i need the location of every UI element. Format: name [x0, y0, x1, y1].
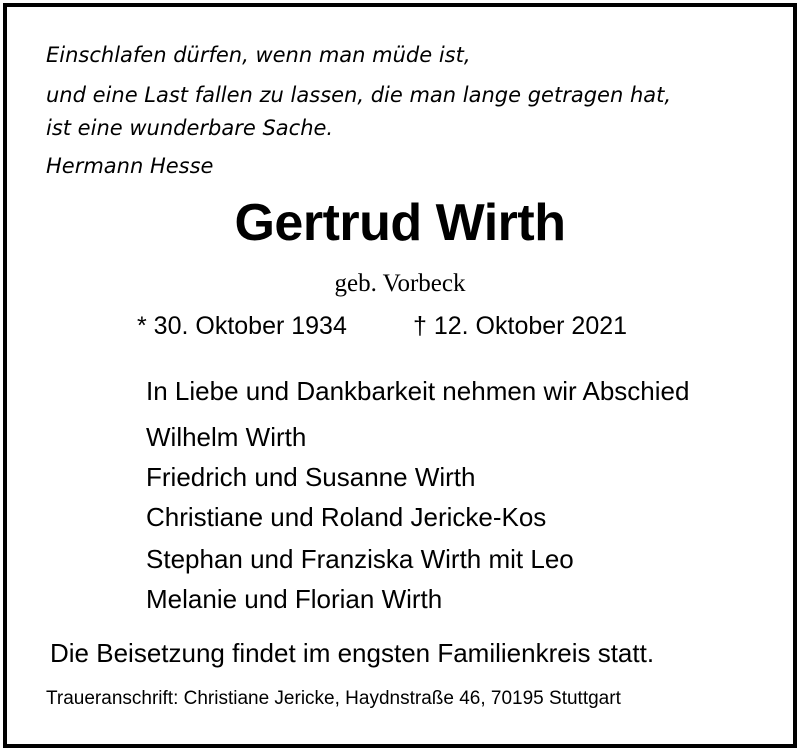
death-date: † 12. Oktober 2021	[413, 312, 628, 340]
mourner-name: Stephan und Franziska Wirth mit Leo	[146, 544, 574, 574]
deceased-name: Gertrud Wirth	[234, 194, 566, 252]
mourning-address: Traueranschrift: Christiane Jericke, Haydnstraße 46, 70195 Stuttgart	[46, 688, 621, 709]
mourner-name: Christiane und Roland Jericke-Kos	[146, 502, 547, 532]
mourner-name: Wilhelm Wirth	[146, 422, 307, 452]
quote-line: ist eine wunderbare Sache.	[46, 116, 334, 140]
mourner-name: Friedrich und Susanne Wirth	[146, 462, 476, 492]
maiden-name: geb. Vorbeck	[334, 270, 466, 297]
farewell-intro: In Liebe und Dankbarkeit nehmen wir Abschied	[146, 376, 690, 406]
quote-line: Einschlafen dürfen, wenn man müde ist,	[46, 43, 471, 67]
mourner-name: Melanie und Florian Wirth	[146, 584, 443, 614]
quote-author: Hermann Hesse	[46, 154, 214, 178]
birth-date: * 30. Oktober 1934	[137, 312, 347, 340]
burial-notice: Die Beisetzung findet im engsten Familienkreis statt.	[50, 638, 655, 668]
quote-line: und eine Last fallen zu lassen, die man lange getragen hat,	[46, 83, 672, 107]
